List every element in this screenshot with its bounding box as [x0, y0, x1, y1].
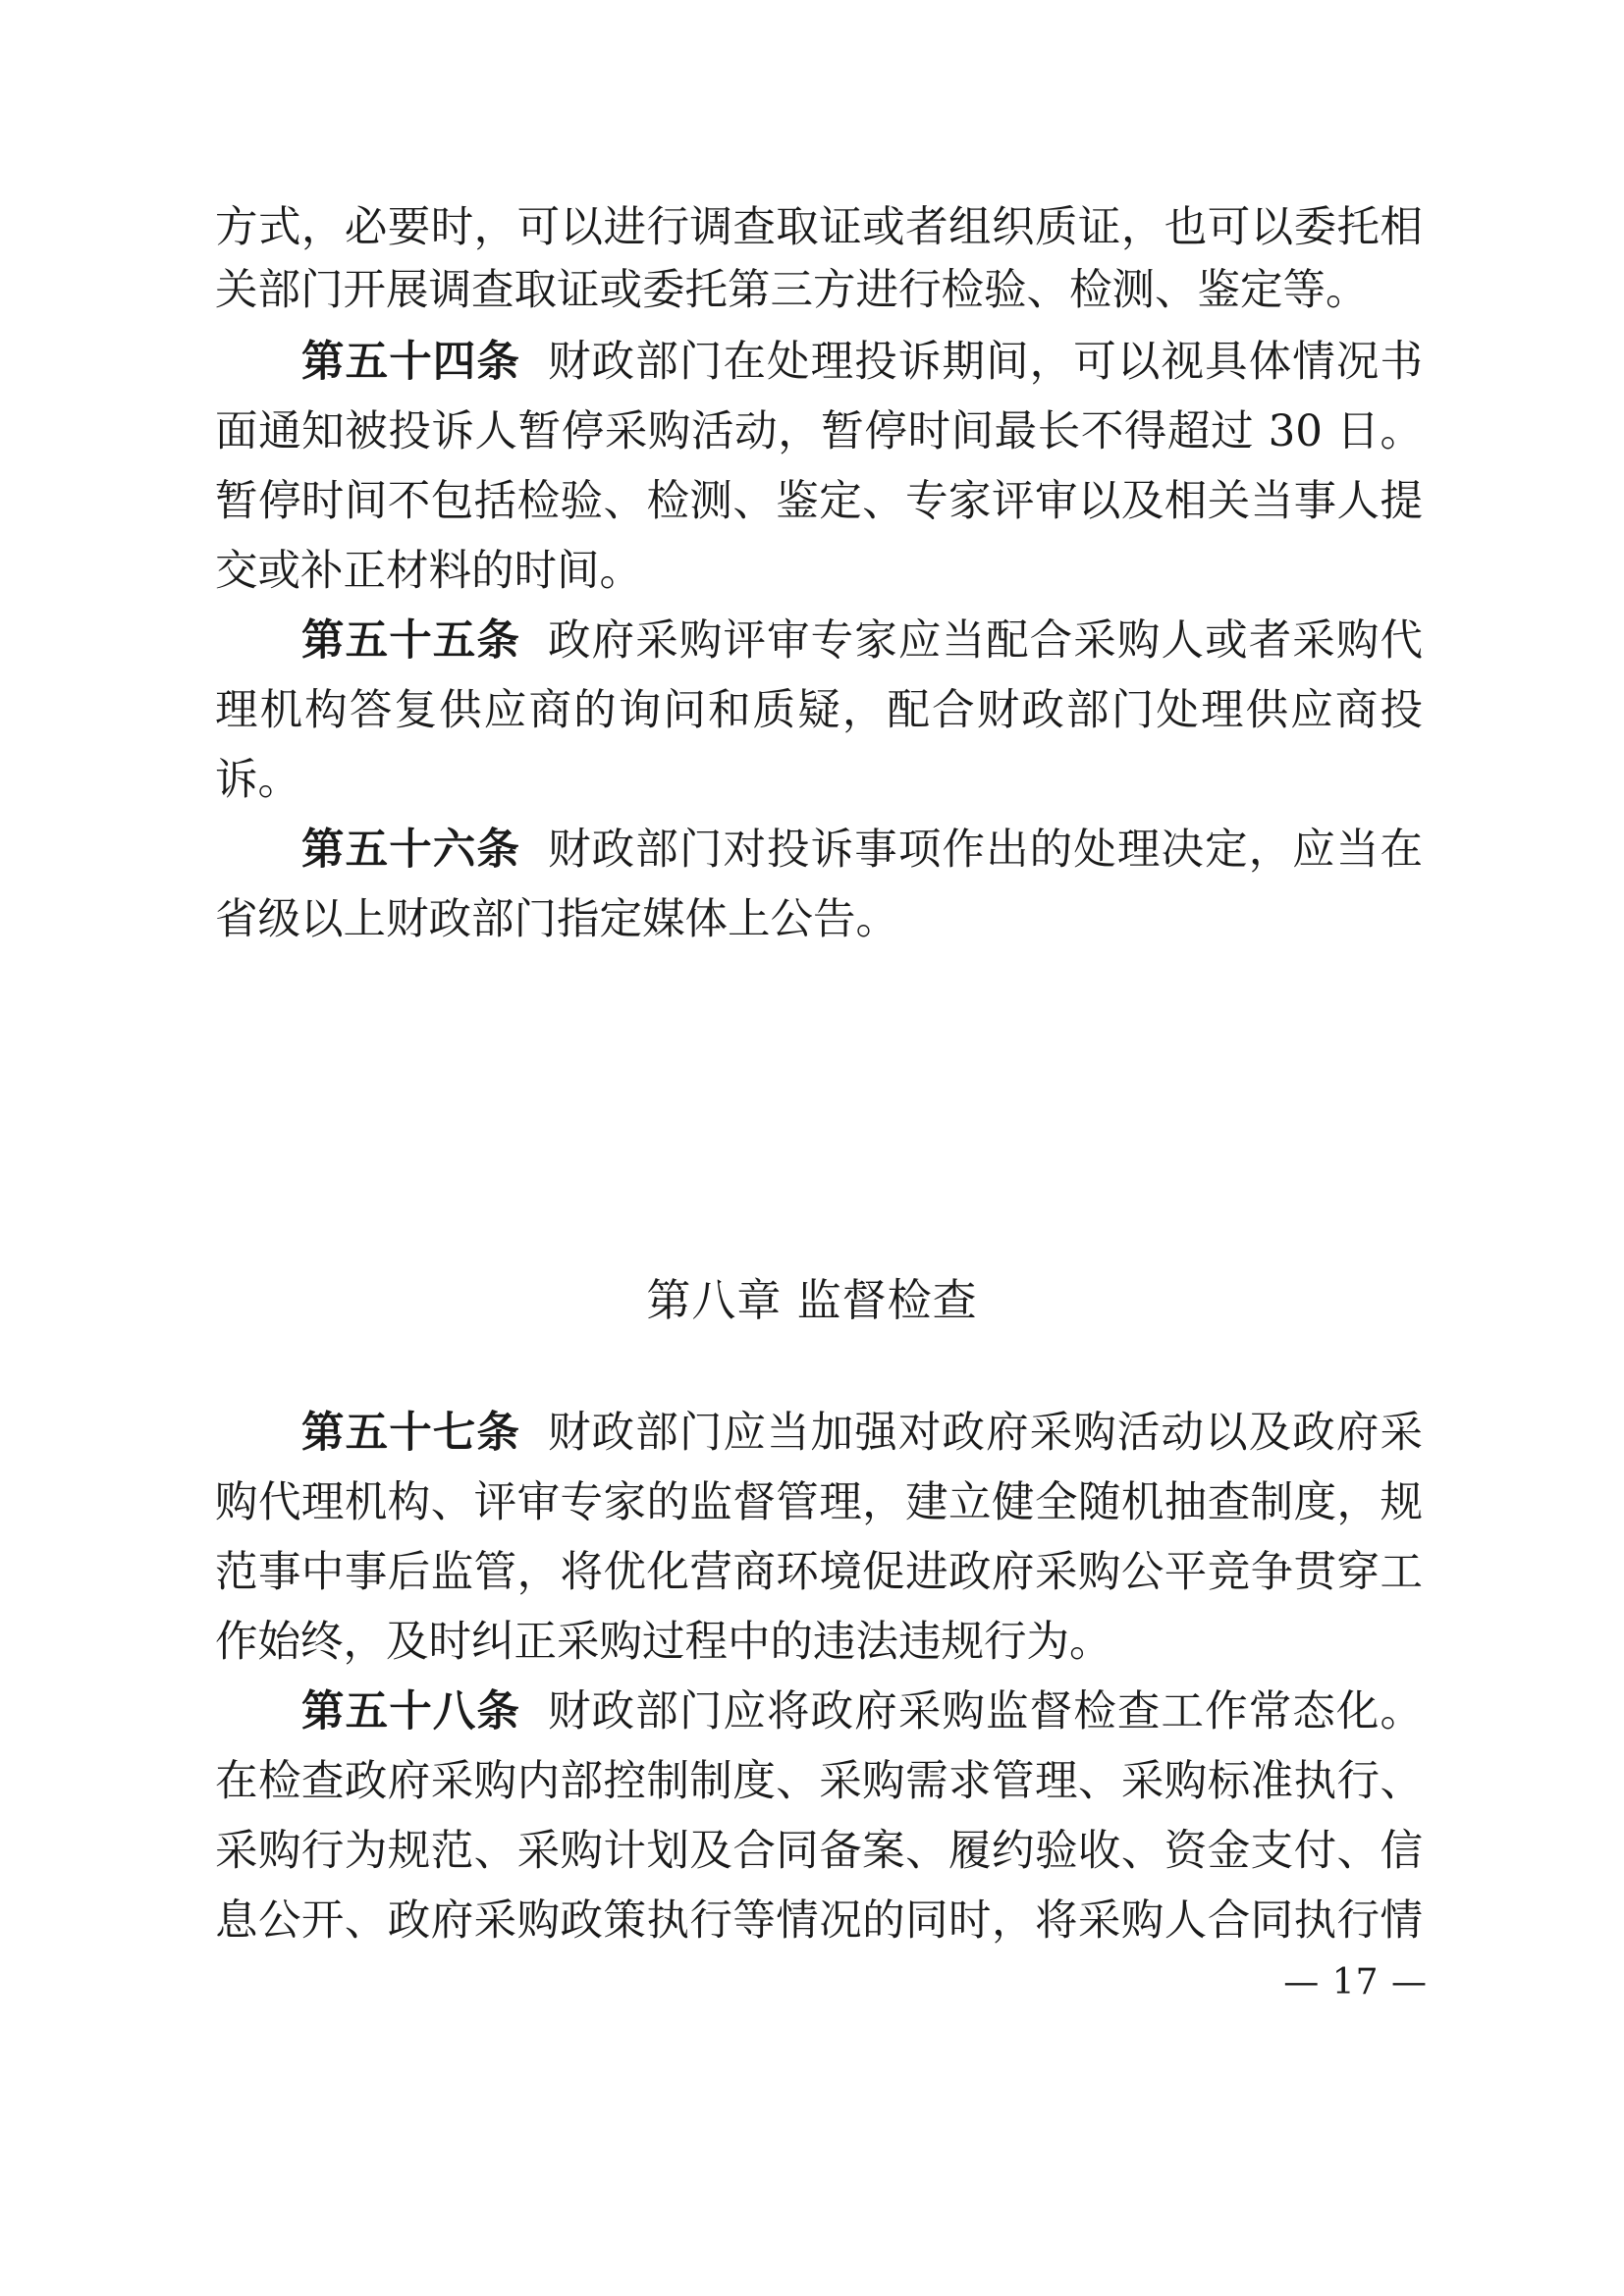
- chapter-heading: 第八章 监督检查: [646, 1274, 978, 1326]
- line-text: 购代理机构、评审专家的监督管理，建立健全随机抽查制度，规: [215, 1478, 1423, 1527]
- text-line: [215, 196, 1423, 259]
- text-line: [215, 400, 1423, 463]
- article-number: 第五十四条: [301, 338, 521, 387]
- line-text: 交或补正材料的时间。: [215, 547, 642, 596]
- text-line: [215, 1820, 1423, 1883]
- text-line: [215, 470, 1423, 533]
- line-text: 暂停时间不包括检验、检测、鉴定、专家评审以及相关当事人提: [215, 477, 1423, 526]
- line-text: 诉。: [215, 756, 300, 805]
- line-text: 政府采购评审专家应当配合采购人或者采购代: [548, 616, 1424, 666]
- line-text: 方式，必要时，可以进行调查取证或者组织质证，也可以委托相: [215, 203, 1423, 252]
- text-line: [215, 679, 1423, 742]
- article-number: 第五十七条: [301, 1409, 521, 1458]
- line-text: 在检查政府采购内部控制制度、采购需求管理、采购标准执行、: [215, 1757, 1423, 1806]
- line-text: 作始终，及时纠正采购过程中的违法违规行为。: [215, 1618, 1112, 1667]
- text-line: [215, 259, 1423, 322]
- article-number: 第五十八条: [301, 1687, 521, 1736]
- text-line: [215, 749, 1423, 812]
- article-line: [215, 610, 1423, 672]
- article-line: [215, 1681, 1423, 1743]
- article-line: [215, 1402, 1423, 1465]
- text-line: [215, 540, 1423, 603]
- line-text: 财政部门应当加强对政府采购活动以及政府采: [548, 1409, 1424, 1458]
- text-line: [215, 1611, 1423, 1674]
- article-number: 第五十五条: [301, 616, 521, 666]
- line-text: 息公开、政府采购政策执行等情况的同时，将采购人合同执行情: [215, 1896, 1423, 1946]
- line-text: 采购行为规范、采购计划及合同备案、履约验收、资金支付、信: [215, 1827, 1423, 1876]
- text-line: [215, 888, 1423, 951]
- text-line: [215, 1541, 1423, 1604]
- line-text: 财政部门在处理投诉期间，可以视具体情况书: [548, 338, 1424, 387]
- line-text: 面通知被投诉人暂停采购活动，暂停时间最长不得超过 30 日。: [215, 407, 1423, 456]
- text-line: [215, 1890, 1423, 1952]
- page-number: — 17 —: [1283, 1962, 1428, 2002]
- line-text: 理机构答复供应商的询问和质疑，配合财政部门处理供应商投: [215, 686, 1423, 735]
- line-text: 财政部门对投诉事项作出的处理决定，应当在: [548, 826, 1424, 875]
- text-line: [215, 1471, 1423, 1534]
- text-line: [215, 1750, 1423, 1813]
- article-line: [215, 331, 1423, 394]
- line-text: 省级以上财政部门指定媒体上公告。: [215, 895, 898, 944]
- article-number: 第五十六条: [301, 826, 521, 875]
- article-line: [215, 819, 1423, 881]
- line-text: 财政部门应将政府采购监督检查工作常态化。: [548, 1687, 1424, 1736]
- line-text: 关部门开展调查取证或委托第三方进行检验、检测、鉴定等。: [215, 266, 1369, 315]
- line-text: 范事中事后监管，将优化营商环境促进政府采购公平竞争贯穿工: [215, 1548, 1423, 1597]
